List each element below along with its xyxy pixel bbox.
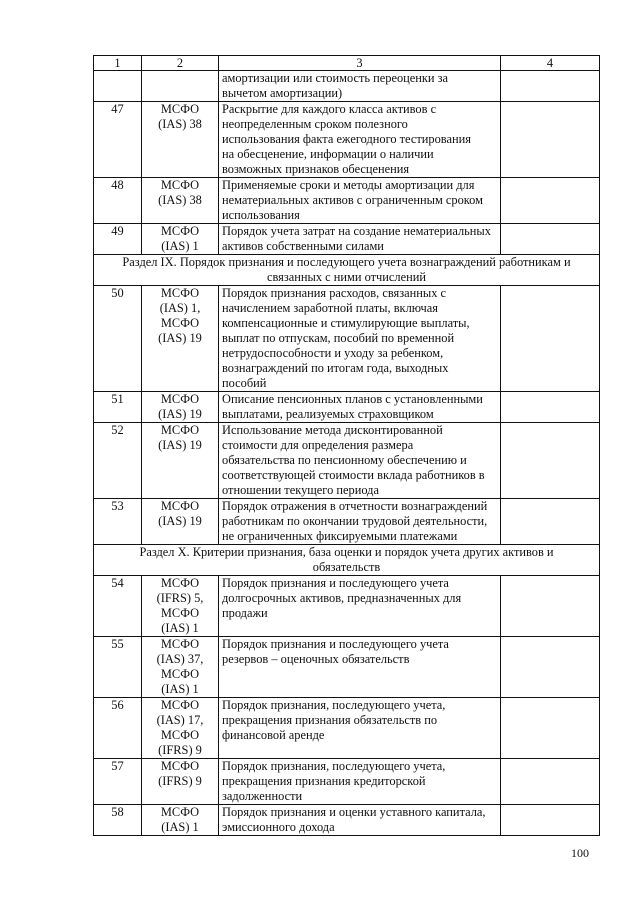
table-row [94, 499, 600, 545]
empty-cell-col4 [501, 178, 600, 224]
standard-reference-line: (IAS) 19 [158, 514, 202, 528]
standard-reference-cell [142, 102, 219, 178]
standard-reference-cell [142, 392, 219, 423]
empty-cell-col4 [501, 392, 600, 423]
description-line: Порядок признания и последующего учета [222, 637, 449, 651]
row-number-cell: 56 [94, 698, 142, 759]
row-number-cell [94, 71, 142, 102]
standard-reference-line: МСФО [160, 805, 200, 819]
standard-reference-line: МСФО [160, 728, 200, 742]
standard-reference-line: МСФО [160, 423, 200, 437]
standard-reference-line: (IAS) 1, [159, 301, 201, 315]
description-cell [219, 759, 501, 805]
standard-reference-line: (IAS) 38 [158, 193, 202, 207]
description-line: амортизации или стоимость переоценки за [222, 71, 449, 85]
description-line: неопределенным сроком полезного [222, 117, 408, 131]
row-number-cell: 52 [94, 423, 142, 499]
section-heading-line: Раздел X. Критерии признания, база оценки и порядок учета других активов и [139, 545, 554, 559]
description-line: пособий [222, 376, 267, 390]
description-line: работникам по окончании трудовой деятельности, [222, 514, 488, 528]
header-cell-col4: 4 [501, 56, 600, 71]
description-cell [219, 178, 501, 224]
description-cell [219, 71, 501, 102]
empty-cell-col4 [501, 102, 600, 178]
description-line: выплатами, реализуемых страховщиком [222, 407, 434, 421]
header-cell-col2: 2 [142, 56, 219, 71]
table-row [94, 286, 600, 392]
description-line: на обесценение, информации о наличии [222, 147, 434, 161]
description-cell [219, 102, 501, 178]
table-row [94, 178, 600, 224]
description-line: отношении текущего периода [222, 483, 379, 497]
empty-cell-col4 [501, 805, 600, 836]
description-cell [219, 805, 501, 836]
description-line: компенсационные и стимулирующие выплаты, [222, 316, 470, 330]
description-line: возможных признаков обесценения [222, 162, 410, 176]
empty-cell-col4 [501, 759, 600, 805]
standard-reference-cell [142, 224, 219, 255]
standard-reference-line: МСФО [160, 759, 200, 773]
page-number: 100 [571, 846, 589, 860]
header-cell-col1: 1 [94, 56, 142, 71]
description-line: резервов – оценочных обязательств [222, 652, 410, 666]
description-line: вознаграждений по итогам года, выходных [222, 361, 449, 375]
standard-reference-line: (IAS) 17, [156, 713, 204, 727]
description-line: стоимости для определения размера [222, 438, 414, 452]
description-cell [219, 499, 501, 545]
description-line: Раскрытие для каждого класса активов с [222, 102, 437, 116]
description-line: Порядок признания и оценки уставного капитала, [222, 805, 486, 819]
row-number-cell: 49 [94, 224, 142, 255]
description-line: Использование метода дисконтированной [222, 423, 443, 437]
section-heading [94, 545, 600, 576]
table-header-row [94, 56, 600, 71]
description-line: Порядок признания расходов, связанных с [222, 286, 446, 300]
description-cell [219, 423, 501, 499]
standard-reference-line: МСФО [160, 178, 200, 192]
standard-reference-line: (IAS) 38 [158, 117, 202, 131]
standard-reference-line: (IAS) 19 [158, 407, 202, 421]
description-line: Порядок отражения в отчетности вознаграждений [222, 499, 488, 513]
standard-reference-cell [142, 423, 219, 499]
table-row [94, 423, 600, 499]
standard-reference-cell [142, 576, 219, 637]
description-cell [219, 698, 501, 759]
description-line: обязательства по пенсионному обеспечению и [222, 453, 467, 467]
row-number-cell: 55 [94, 637, 142, 698]
standard-reference-line: МСФО [160, 667, 200, 681]
description-line: долгосрочных активов, предназначенных для [222, 591, 462, 605]
section-heading [94, 255, 600, 286]
standard-reference-cell [142, 805, 219, 836]
standard-reference-line: МСФО [160, 224, 200, 238]
section-heading-line: обязательств [312, 560, 381, 574]
description-line: задолженности [222, 789, 303, 803]
table-row [94, 576, 600, 637]
description-line: Порядок признания и последующего учета [222, 576, 449, 590]
standard-reference-line: (IAS) 1 [161, 682, 199, 696]
description-line: вычетом амортизации) [222, 86, 343, 100]
standard-reference-line: (IAS) 1 [161, 621, 199, 635]
section-heading-line: Раздел IX. Порядок признания и последующего учета вознаграждений работникам и [122, 255, 571, 269]
standard-reference-line: МСФО [160, 606, 200, 620]
standard-reference-line: МСФО [160, 392, 200, 406]
table-row [94, 698, 600, 759]
standard-reference-line: (IFRS) 9 [158, 743, 202, 757]
empty-cell-col4 [501, 71, 600, 102]
section-heading-row [94, 255, 600, 286]
empty-cell-col4 [501, 576, 600, 637]
description-line: прекращения признания кредиторской [222, 774, 426, 788]
empty-cell-col4 [501, 499, 600, 545]
row-number-cell: 48 [94, 178, 142, 224]
empty-cell-col4 [501, 224, 600, 255]
description-line: Описание пенсионных планов с установленными [222, 392, 483, 406]
standard-reference-line: (IAS) 19 [158, 331, 202, 345]
description-cell [219, 224, 501, 255]
description-line: финансовой аренде [222, 728, 325, 742]
table-row [94, 637, 600, 698]
description-line: Порядок признания, последующего учета, [222, 759, 446, 773]
empty-cell-col4 [501, 423, 600, 499]
row-number-cell: 53 [94, 499, 142, 545]
table-row [94, 102, 600, 178]
standard-reference-line: МСФО [160, 499, 200, 513]
row-number-cell: 58 [94, 805, 142, 836]
table-row [94, 392, 600, 423]
table-row [94, 805, 600, 836]
description-line: не ограниченных фиксируемыми платежами [222, 529, 458, 543]
description-line: Применяемые сроки и методы амортизации для [222, 178, 475, 192]
description-line: нематериальных активов с ограниченным сроком [222, 193, 483, 207]
standard-reference-line: МСФО [160, 286, 200, 300]
description-line: нетрудоспособности и уходу за ребенком, [222, 346, 444, 360]
standard-reference-cell [142, 71, 219, 102]
description-line: начислением заработной платы, включая [222, 301, 438, 315]
empty-cell-col4 [501, 286, 600, 392]
description-line: выплат по отпускам, пособий по временной [222, 331, 455, 345]
description-line: Порядок признания, последующего учета, [222, 698, 446, 712]
standard-reference-line: (IFRS) 5, [156, 591, 204, 605]
standard-reference-cell [142, 637, 219, 698]
section-heading-row [94, 545, 600, 576]
description-line: использования факта ежегодного тестирования [222, 132, 471, 146]
table-row [94, 71, 600, 102]
description-line: использования [222, 208, 300, 222]
description-cell [219, 286, 501, 392]
empty-cell-col4 [501, 698, 600, 759]
table-row [94, 224, 600, 255]
row-number-cell: 50 [94, 286, 142, 392]
standard-reference-cell [142, 499, 219, 545]
row-number-cell: 57 [94, 759, 142, 805]
standard-reference-cell [142, 759, 219, 805]
standard-reference-line: МСФО [160, 637, 200, 651]
standard-reference-line: МСФО [160, 698, 200, 712]
standard-reference-line: МСФО [160, 576, 200, 590]
table-row [94, 759, 600, 805]
standard-reference-line: (IAS) 1 [161, 820, 199, 834]
accounting-policy-table [93, 55, 600, 836]
standard-reference-line: (IAS) 1 [161, 239, 199, 253]
standard-reference-line: МСФО [160, 316, 200, 330]
standard-reference-cell [142, 698, 219, 759]
standard-reference-line: (IFRS) 9 [158, 774, 202, 788]
section-heading-line: связанных с ними отчислений [267, 270, 426, 284]
standard-reference-cell [142, 286, 219, 392]
description-line: Порядок учета затрат на создание нематериальных [222, 224, 491, 238]
standard-reference-line: (IAS) 19 [158, 438, 202, 452]
description-cell [219, 637, 501, 698]
description-cell [219, 576, 501, 637]
description-line: прекращения признания обязательств по [222, 713, 438, 727]
row-number-cell: 51 [94, 392, 142, 423]
description-line: эмиссионного дохода [222, 820, 335, 834]
description-line: соответствующей стоимости вклада работников в [222, 468, 485, 482]
standard-reference-line: (IAS) 37, [156, 652, 204, 666]
description-line: продажи [222, 606, 268, 620]
row-number-cell: 54 [94, 576, 142, 637]
header-cell-col3: 3 [219, 56, 501, 71]
row-number-cell: 47 [94, 102, 142, 178]
empty-cell-col4 [501, 637, 600, 698]
standard-reference-line: МСФО [160, 102, 200, 116]
description-line: активов собственными силами [222, 239, 384, 253]
standard-reference-cell [142, 178, 219, 224]
description-cell [219, 392, 501, 423]
